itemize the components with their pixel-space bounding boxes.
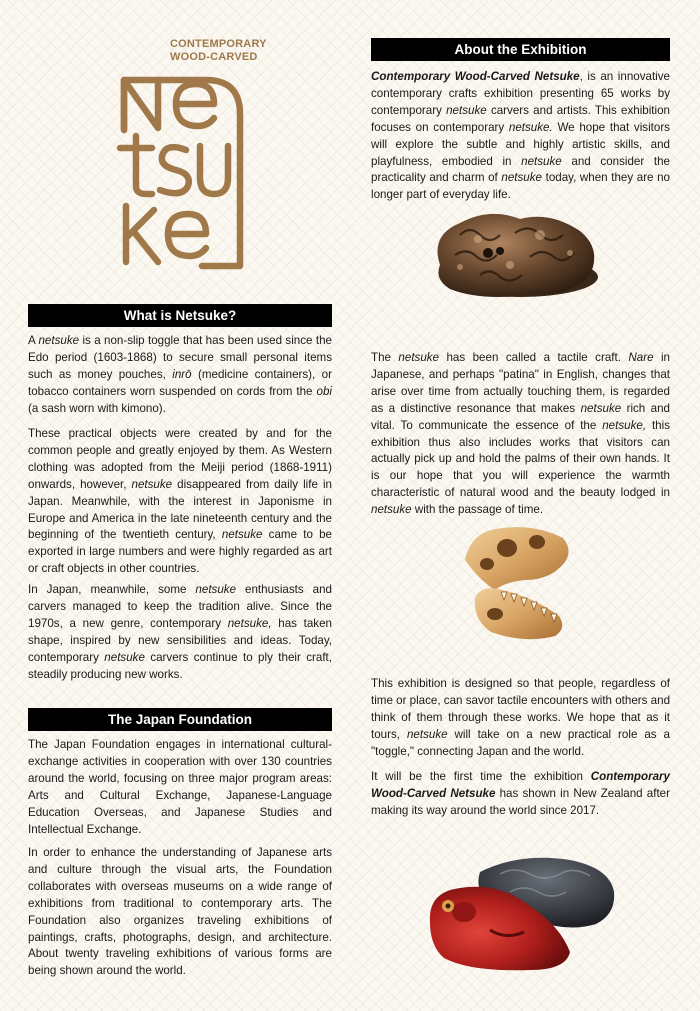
what-is-paragraph-1 [28, 333, 332, 418]
text-run: It will be the first time the exhibition [371, 770, 591, 783]
text-run: This exhibition is designed so that people, regardless of time or place, can savor tactile encounters with others and think of them through these works. We hope that as it tours, [371, 677, 671, 741]
section-header-about-exhibition [371, 38, 670, 61]
section-title: About the Exhibition [454, 42, 587, 57]
lion-netsuke-image [420, 205, 605, 305]
text-run: rich and vital. To communicate the essence of the [371, 401, 670, 432]
text-run: The Japan Foundation engages in international cultural-exchange activities in cooperation with over 130 countries around the world, focusing on three major program areas: Arts and Cultural Exchange, Japanese-Language Education Overseas, and Japanese Studies and Intellectual Exchange. [28, 738, 332, 836]
text-run: netsuke, [602, 418, 647, 432]
text-run: In Japan, meanwhile, some [28, 583, 196, 596]
text-run: (medicine containers), or tobacco containers worn suspended on cords from the [28, 367, 332, 398]
what-is-paragraph-3 [28, 582, 332, 683]
text-run: Contemporary Wood-Carved Netsuke [371, 70, 580, 83]
text-run: netsuke [195, 583, 237, 596]
section-header-japan-foundation [28, 708, 332, 731]
text-run: Contemporary Wood-Carved Netsuke [371, 770, 670, 800]
japan-foundation-paragraph-2 [28, 845, 332, 980]
text-run: carvers continue to ply their craft, steadily producing new works. [28, 650, 332, 681]
text-run: carvers and artists. This exhibition focuses on contemporary [371, 103, 670, 134]
section-title: The Japan Foundation [108, 712, 252, 727]
red-oni-netsuke-image [420, 852, 620, 972]
text-run: We hope that visitors will explore the subtle and highly artistic skills, and playfulness, embodied in [371, 120, 670, 168]
text-run: netsuke [501, 171, 542, 185]
dinosaur-skull-netsuke-image [455, 520, 575, 650]
what-is-paragraph-2 [28, 426, 332, 578]
text-run: in Japanese, and perhaps "patina" in English, changes that arise over time from actually touching them, is regarded as a distinctive resonance that makes [371, 351, 670, 415]
text-run: netsuke [398, 351, 440, 364]
text-run: Nare [628, 351, 654, 364]
text-run: has taken shape, inspired by new sensibilities and ideas. Today, contemporary [28, 616, 332, 664]
text-run: In order to enhance the understanding of Japanese arts and culture through the visual arts, the Foundation collaborates with overseas museums on a wide range of exhibitions from traditional to contemporary arts. The Foundation also organizes traveling exhibitions of paintings, crafts, photographs, design, and architecture. About twenty traveling exhibitions of various forms are being shown around the world. [28, 846, 332, 978]
text-run: A [28, 334, 39, 347]
text-run: netsuke [371, 503, 412, 517]
text-run: and consider the practicality and charm of [371, 154, 670, 185]
japan-foundation-paragraph-1 [28, 737, 332, 838]
text-run: netsuke [38, 334, 80, 347]
text-run: enthusiasts and carvers managed to keep the tradition alive. Since the 1970s, a new genre, contemporary [28, 583, 332, 630]
text-run: netsuke [131, 477, 173, 491]
text-run: netsuke. [508, 120, 553, 134]
text-run: came to be exported in large numbers and were highly regarded as art or craft objects in other countries. [28, 528, 332, 576]
text-run: today, when they are no longer part of everyday life. [371, 171, 670, 202]
netsuke-logo-mark [106, 70, 246, 270]
text-run: netsuke [446, 103, 487, 117]
text-run: netsuke, [227, 616, 272, 630]
logo-caption-line1: CONTEMPORARY [170, 38, 267, 50]
about-paragraph-3 [371, 676, 670, 761]
text-run: The [371, 351, 399, 364]
text-run: These practical objects were created by and for the common people and greatly enjoyed by them. As Western clothing was adopted from the Meiji period (1868-1911) onwards, however, [28, 427, 332, 491]
section-header-what-is-netsuke [28, 304, 332, 327]
text-run: netsuke [221, 528, 263, 542]
logo-caption-line2: WOOD-CARVED [170, 51, 258, 63]
text-run: inrō [172, 367, 192, 381]
section-title: What is Netsuke? [123, 308, 237, 323]
text-run: (a sash worn with kimono). [28, 401, 166, 415]
text-run: with the passage of time. [411, 503, 544, 517]
text-run: this exhibition thus also includes works that visitors can actually pick up and hold the palms of their own hands. It is our hope that you will experience the warmth characteristic of natural wood and the beauty lodged in [371, 418, 671, 500]
logo-caption [170, 38, 280, 64]
text-run: obi [316, 384, 332, 398]
text-run: netsuke [521, 154, 562, 168]
about-paragraph-2 [371, 350, 670, 519]
text-run: netsuke [406, 727, 448, 741]
text-run: has been called a tactile craft. [439, 351, 629, 364]
text-run: netsuke [580, 401, 622, 415]
text-run: is a non-slip toggle that has been used since the Edo period (1603-1868) to secure small personal items such as money pouches, [28, 334, 332, 381]
text-run: , is an innovative contemporary crafts exhibition presenting 65 works by contemporary [371, 70, 671, 117]
about-paragraph-4 [371, 769, 670, 820]
text-run: has shown in New Zealand after making its way around the world since 2017. [371, 786, 670, 817]
about-paragraph-1 [371, 69, 670, 204]
text-run: netsuke [104, 650, 145, 664]
text-run: disappeared from daily life in Japan. Meanwhile, with the interest in Japonisme in Europe and America in the late nineteenth century and the beginning of the twentieth century, [28, 477, 332, 542]
text-run: will take on a new practical role as a "toggle," connecting Japan and the world. [371, 727, 670, 758]
